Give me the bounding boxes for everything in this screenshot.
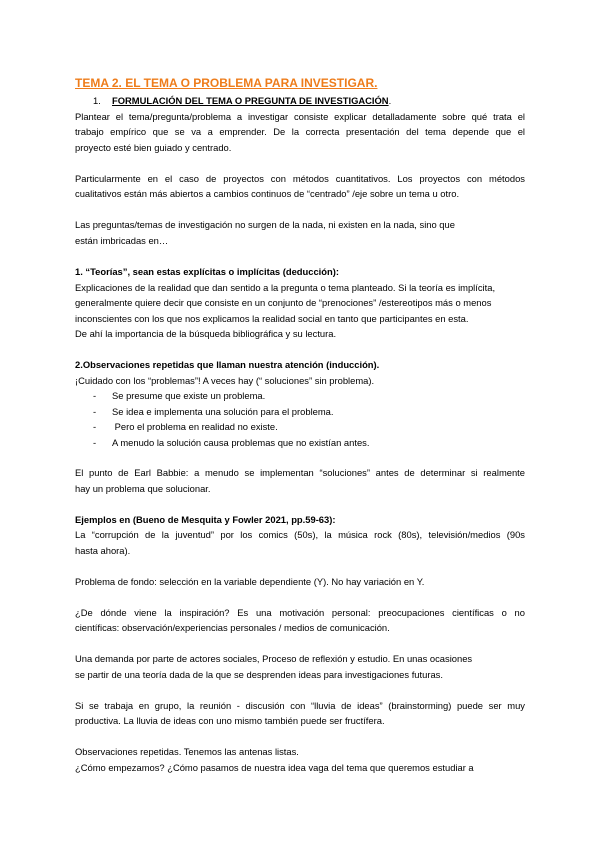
subheading-ejemplos: Ejemplos en (Bueno de Mesquita y Fowler 2021, pp.59-63):	[75, 514, 336, 525]
paragraph-line: Explicaciones de la realidad que dan sentido a la pregunta o tema planteado. Si la teoría es implícita,	[75, 282, 496, 293]
paragraph-line: Particularmente en el caso de proyectos con métodos cuantitativos. Los proyectos con métodos	[75, 173, 525, 184]
paragraph-line: cualitativos están más abiertos a cambios continuos de “centrado” /eje sobre un tema u otro.	[75, 188, 460, 199]
paragraph-line: trabajo empírico que se va a emprender. De la correcta presentación del tema depende que el	[75, 126, 525, 137]
paragraph-line: se partir de una teoría dada de la que se desprenden ideas para investigaciones futuras.	[75, 669, 443, 680]
paragraph-line: inconscientes con los que nos explicamos la realidad social en tanto que participantes en esta.	[75, 313, 469, 324]
paragraph-line: Las preguntas/temas de investigación no surgen de la nada, ni existen en la nada, sino que	[75, 219, 455, 230]
paragraph-line: El punto de Earl Babbie: a menudo se implementan “soluciones” antes de determinar si realmente	[75, 467, 525, 478]
document-page: TEMA 2. EL TEMA O PROBLEMA PARA INVESTIGAR. 1. FORMULACIÓN DEL TEMA O PREGUNTA DE INVESTIGACIÓN. Plantear el tema/pregunta/problema a investigar consiste explicar detalladamente sobre qué trata el trabajo empírico que se va a emprender. De la correcta presentación del tema depende que el proyecto esté bien guiado y centrado. Particularmente en el caso de proyectos con métodos cuantitativos. Los proyectos con métodos cualitativos están más abiertos a cambios continuos de “centrado” /eje sobre un tema u otro. Las preguntas/temas de investigación no surgen de la nada, ni existen en la nada, sino que están imbricadas en… 1. “Teorías”, sean estas explícitas o implícitas (deducción): Explicaciones de la realidad que dan sentido a la pregunta o tema planteado. Si la teoría es implícita, generalmente quiere decir que consiste en un conjunto de “prenociones” /estereotipos más o menos inconscientes con los que nos explicamos la realidad social en tanto que participantes en esta. De ahí la importancia de la búsqueda bibliográfica y su lectura. 2.Observaciones repetidas que llaman nuestra atención (inducción). ¡Cuidado con los “problemas”! A veces hay (“ soluciones” sin problema). - Se presume que existe un problema. - Se idea e implementa una solución para el problema. - Pero el problema en realidad no existe. - A menudo la solución causa problemas que no existían antes. El punto de Earl Babbie: a menudo se implementan “soluciones” antes de determinar si realmente hay un problema que solucionar. Ejemplos en (Bueno de Mesquita y Fowler 2021, pp.59-63): La “corrupción de la juventud” por los comics (50s), la música rock (80s), televisión/medios (90s hasta ahora). Problema de fondo: selección en la variable dependiente (Y). No hay variación en Y. ¿De dónde viene la inspiración? Es una motivación personal: preocupaciones científicas o no científicas: observación/experiencias personales / medios de comunicación. Una demanda por parte de actores sociales, Proceso de reflexión y estudio. En unas ocasiones se partir de una teoría dada de la que se desprenden ideas para investigaciones futuras. Si se trabaja en grupo, la reunión - discusión con “lluvia de ideas” (brainstorming) puede ser muy productiva. La lluvia de ideas con uno mismo también puede ser fructífera. Observaciones repetidas. Tenemos las antenas listas. ¿Cómo empezamos? ¿Cómo pasamos de nuestra idea vaga del tema que queremos estudiar a	[75, 76, 525, 773]
paragraph-line: están imbricadas en…	[75, 235, 169, 246]
subheading-observaciones: 2.Observaciones repetidas que llaman nuestra atención (inducción).	[75, 359, 380, 370]
paragraph-line: De ahí la importancia de la búsqueda bibliográfica y su lectura.	[75, 328, 337, 339]
subheading-teorias: 1. “Teorías”, sean estas explícitas o implícitas (deducción):	[75, 266, 339, 277]
paragraph-line: ¡Cuidado con los “problemas”! A veces hay (“ soluciones” sin problema).	[75, 375, 375, 386]
paragraph-line: Plantear el tema/pregunta/problema a investigar consiste explicar detalladamente sobre qué trata el	[75, 111, 525, 122]
paragraph-line: ¿Cómo empezamos? ¿Cómo pasamos de nuestra idea vaga del tema que queremos estudiar a	[75, 762, 474, 773]
list-item: - Se presume que existe un problema.	[93, 390, 266, 401]
list-item: - A menudo la solución causa problemas que no existían antes.	[93, 437, 370, 448]
paragraph-line: ¿De dónde viene la inspiración? Es una motivación personal: preocupaciones científicas o no	[75, 607, 525, 618]
paragraph-line: proyecto esté bien guiado y centrado.	[75, 142, 232, 153]
list-item: - Pero el problema en realidad no existe.	[93, 421, 278, 432]
paragraph-line: Una demanda por parte de actores sociales, Proceso de reflexión y estudio. En unas ocasiones	[75, 653, 473, 664]
document-title: TEMA 2. EL TEMA O PROBLEMA PARA INVESTIGAR.	[75, 76, 378, 90]
paragraph-line: productiva. La lluvia de ideas con uno mismo también puede ser fructífera.	[75, 715, 385, 726]
section-number: 1.	[93, 95, 101, 106]
paragraph-line: generalmente quiere decir que consiste en un conjunto de “prenociones” /estereotipos más o menos	[75, 297, 492, 308]
paragraph-line: hasta ahora).	[75, 545, 131, 556]
section-heading-text: FORMULACIÓN DEL TEMA O PREGUNTA DE INVESTIGACIÓN	[112, 95, 389, 106]
paragraph-line: Observaciones repetidas. Tenemos las antenas listas.	[75, 746, 299, 757]
paragraph-line: hay un problema que solucionar.	[75, 483, 211, 494]
paragraph-line: Si se trabaja en grupo, la reunión - discusión con “lluvia de ideas” (brainstorming) puede ser muy	[75, 700, 525, 711]
paragraph-line: Problema de fondo: selección en la variable dependiente (Y). No hay variación en Y.	[75, 576, 425, 587]
paragraph-line: científicas: observación/experiencias personales / medios de comunicación.	[75, 622, 390, 633]
paragraph-line: La “corrupción de la juventud” por los comics (50s), la música rock (80s), televisión/medios (90s	[75, 529, 525, 540]
list-item: - Se idea e implementa una solución para el problema.	[93, 406, 334, 417]
